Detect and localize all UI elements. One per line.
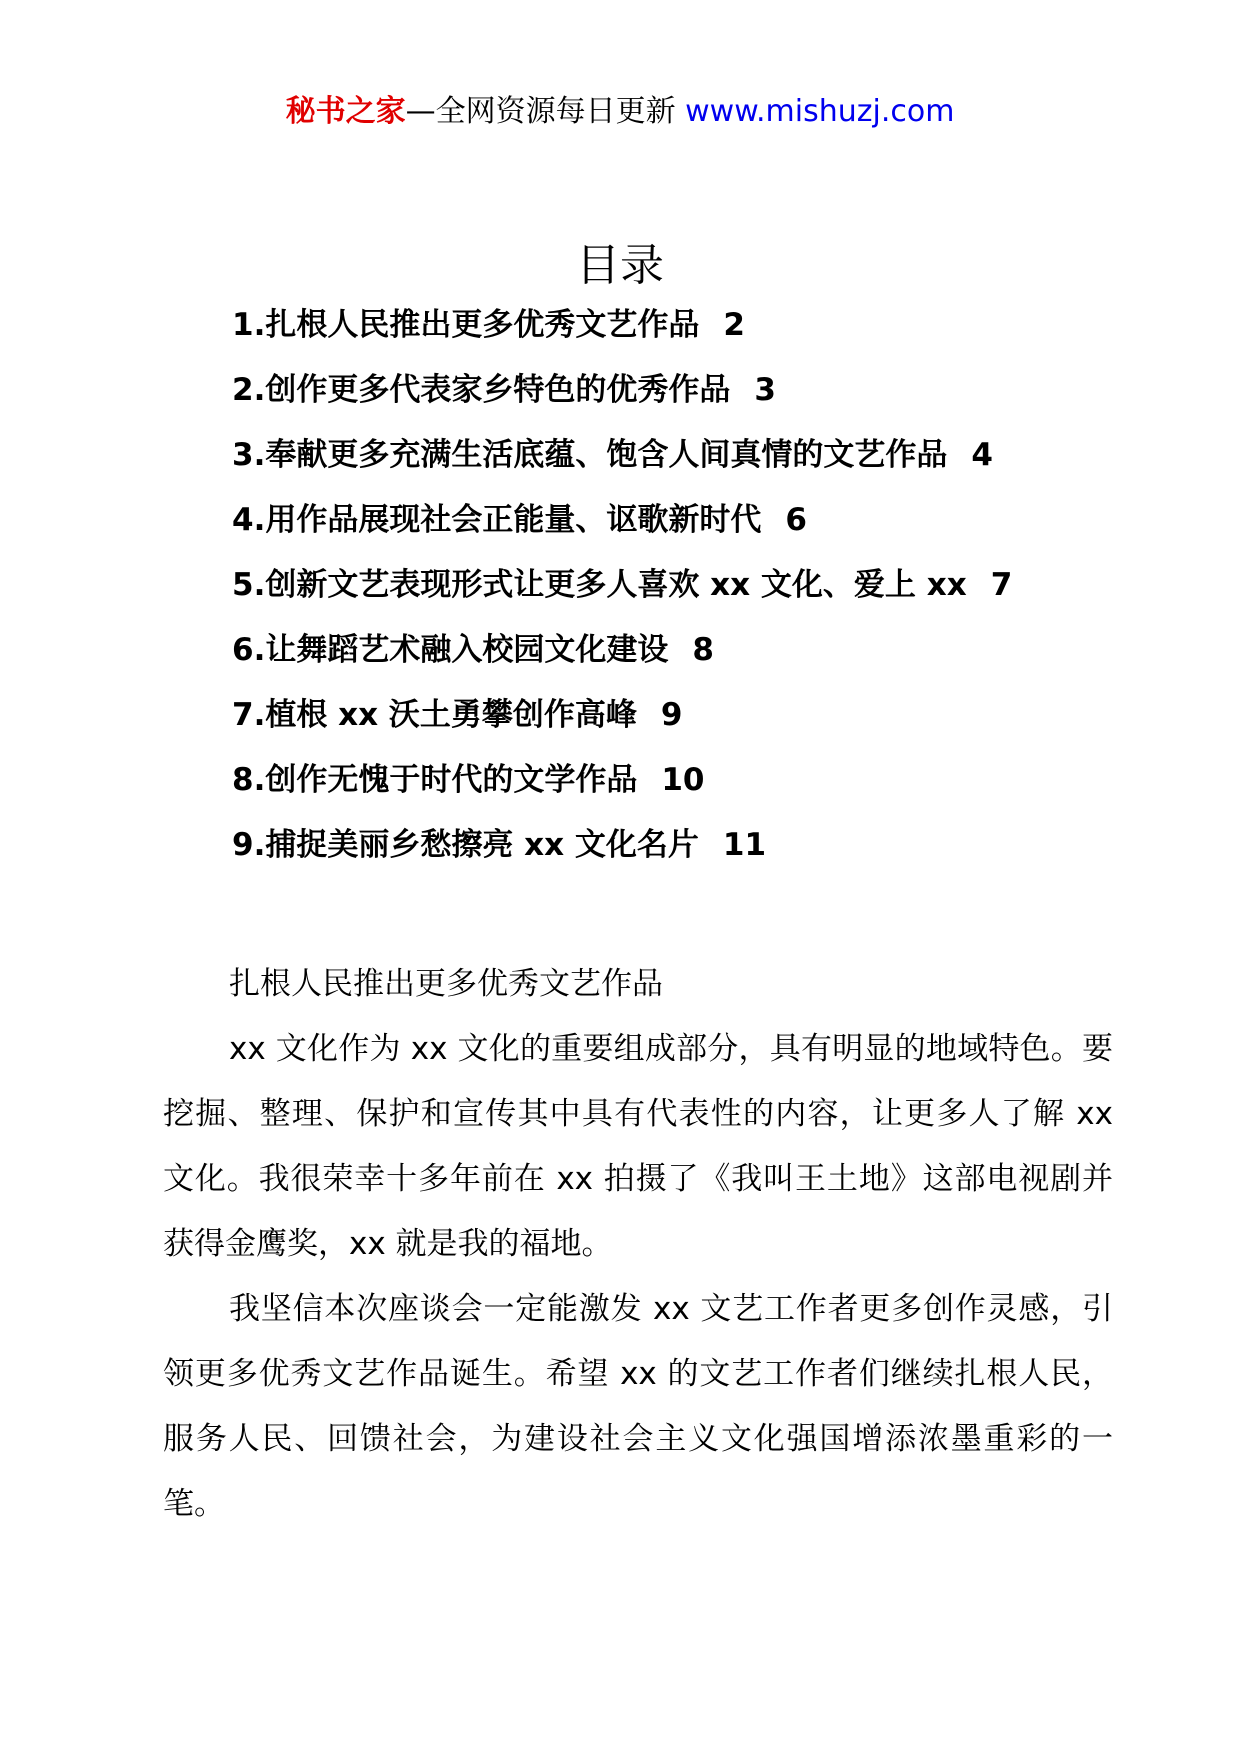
toc-item-page: 4 bbox=[971, 437, 993, 473]
toc-item-page: 2 bbox=[723, 307, 745, 343]
toc-item[interactable] bbox=[232, 696, 1132, 761]
toc-item-page: 11 bbox=[722, 827, 767, 863]
toc-item-page: 9 bbox=[660, 697, 683, 733]
paragraph: xx 文化作为 xx 文化的重要组成部分，具有明显的地域特色。要挖掘、整理、保护和宣传其中具有代表性的内容，让更多人了解 xx 文化。我很荣幸十多年前在 xx 拍摄了《我叫王土地》这部电视剧并获得金鹰奖，xx 就是我的福地。 bbox=[163, 1031, 1113, 1262]
toc-item-label: 7.植根 xx 沃土勇攀创作高峰 bbox=[232, 697, 637, 733]
toc-item[interactable] bbox=[232, 631, 1132, 696]
toc-item[interactable] bbox=[232, 761, 1132, 826]
toc-item[interactable] bbox=[232, 306, 1132, 371]
toc-item[interactable] bbox=[232, 826, 1132, 891]
toc-item-label: 2.创作更多代表家乡特色的优秀作品 bbox=[232, 372, 731, 408]
article-body bbox=[163, 952, 1113, 1537]
toc-item-page: 10 bbox=[661, 762, 705, 798]
toc-item-label: 3.奉献更多充满生活底蕴、饱含人间真情的文艺作品 bbox=[232, 437, 948, 473]
page-header bbox=[0, 92, 1240, 132]
toc-item-page: 8 bbox=[692, 632, 714, 668]
toc-item[interactable] bbox=[232, 436, 1132, 501]
section-title: 扎根人民推出更多优秀文艺作品 bbox=[229, 966, 663, 1002]
toc-item[interactable] bbox=[232, 501, 1132, 566]
site-tagline: —全网资源每日更新 bbox=[405, 94, 686, 129]
toc-item-page: 7 bbox=[990, 567, 1013, 603]
toc-item-label: 6.让舞蹈艺术融入校园文化建设 bbox=[232, 632, 669, 668]
toc-item[interactable] bbox=[232, 371, 1132, 436]
toc-item-page: 3 bbox=[754, 372, 776, 408]
site-brand: 秘书之家 bbox=[285, 94, 406, 129]
site-url-link[interactable]: www.mishuzj.com bbox=[685, 94, 955, 129]
toc-item-page: 6 bbox=[785, 502, 807, 538]
toc-item-label: 5.创新文艺表现形式让更多人喜欢 xx 文化、爱上 xx bbox=[232, 567, 967, 603]
table-of-contents bbox=[232, 306, 1132, 891]
toc-title: 目录 bbox=[576, 240, 664, 291]
paragraph: 我坚信本次座谈会一定能激发 xx 文艺工作者更多创作灵感，引领更多优秀文艺作品诞生。希望 xx 的文艺工作者们继续扎根人民，服务人民、回馈社会，为建设社会主义文化强国增添浓墨重彩的一笔。 bbox=[163, 1291, 1113, 1522]
toc-item-label: 8.创作无愧于时代的文学作品 bbox=[232, 762, 638, 798]
toc-item-label: 1.扎根人民推出更多优秀文艺作品 bbox=[232, 307, 700, 343]
toc-item-label: 9.捕捉美丽乡愁擦亮 xx 文化名片 bbox=[232, 827, 699, 863]
toc-item-label: 4.用作品展现社会正能量、讴歌新时代 bbox=[232, 502, 762, 538]
toc-item[interactable] bbox=[232, 566, 1132, 631]
